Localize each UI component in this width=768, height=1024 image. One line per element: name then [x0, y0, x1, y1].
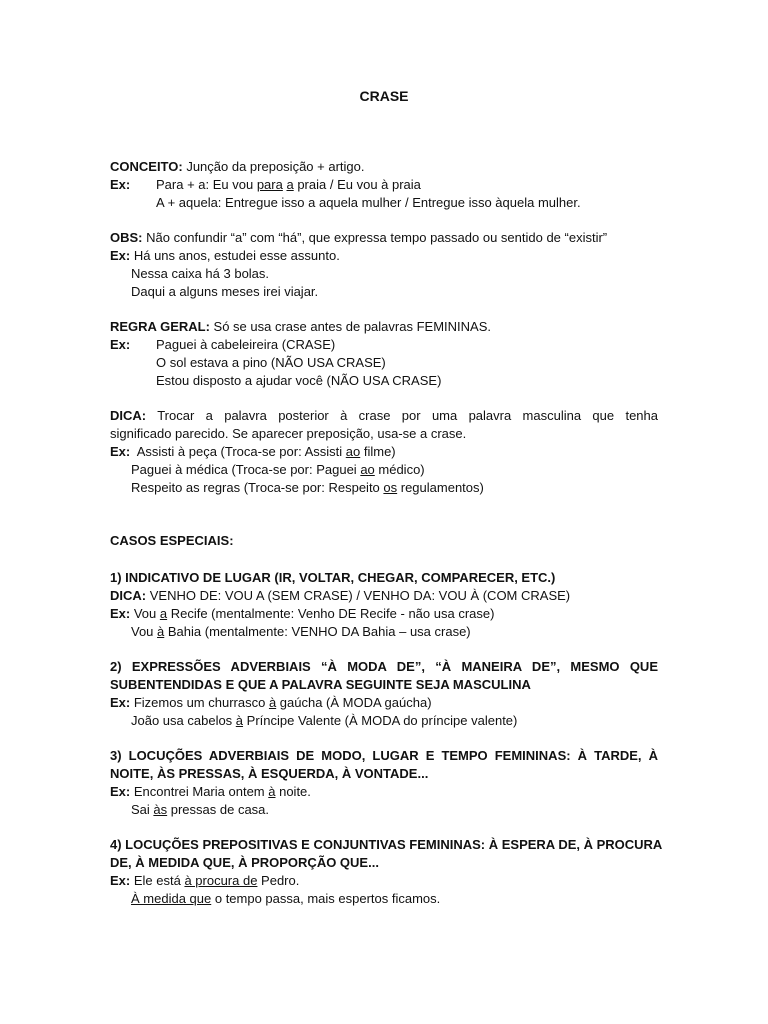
- caso-3-title-2: NOITE, ÀS PRESSAS, À ESQUERDA, À VONTADE...: [110, 766, 429, 781]
- example-text: filme): [360, 444, 396, 459]
- underlined-word: à: [235, 713, 244, 728]
- underlined-word: à: [268, 695, 277, 710]
- example-text: o tempo passa, mais espertos ficamos.: [211, 891, 441, 906]
- example-text: Há uns anos, estudei esse assunto.: [130, 248, 340, 263]
- underlined-word: a: [159, 606, 168, 621]
- example-text: Vou: [130, 606, 160, 621]
- example-text: Pedro.: [257, 873, 300, 888]
- underlined-word: os: [383, 480, 398, 495]
- obs-example-1: [110, 247, 658, 265]
- example-text: médico): [374, 462, 425, 477]
- regra-example-1: [110, 336, 658, 354]
- example-text: praia / Eu vou à praia: [293, 177, 421, 192]
- regra-text: Só se usa crase antes de palavras FEMININAS.: [209, 319, 491, 334]
- spacer: [110, 390, 658, 407]
- caso-3-example-1: [110, 783, 658, 801]
- spacer: [110, 819, 658, 836]
- obs-label: OBS:: [110, 230, 143, 245]
- example-text: Para + a: Eu vou: [156, 177, 257, 192]
- caso-1-example-2: [110, 623, 658, 641]
- dica-line-1: [110, 407, 658, 425]
- conceito-text: Junção da preposição + artigo.: [182, 159, 365, 174]
- example-text: João usa cabelos: [131, 713, 236, 728]
- obs-line: [110, 229, 658, 247]
- example-text: Encontrei Maria ontem: [130, 784, 269, 799]
- caso-2-example-1: [110, 694, 658, 712]
- example-text: Assisti à peça (Troca-se por: Assisti: [130, 444, 346, 459]
- regra-example-2: O sol estava a pino (NÃO USA CRASE): [156, 355, 386, 370]
- caso-2-example-2: [110, 712, 658, 730]
- example-text: regulamentos): [397, 480, 484, 495]
- example-label: Ex:: [110, 606, 131, 621]
- spacer: [110, 301, 658, 318]
- spacer: [110, 212, 658, 229]
- dica-example-3: [110, 479, 658, 497]
- underlined-word: à procura de: [184, 873, 258, 888]
- caso-2-title-1: 2) EXPRESSÕES ADVERBIAIS “À MODA DE”, “À MANEIRA DE”, MESMO QUE: [110, 659, 658, 674]
- underlined-word: à: [157, 624, 165, 639]
- conceito-line: [110, 158, 658, 176]
- page-title: CRASE: [359, 88, 409, 104]
- underlined-word: a: [286, 177, 294, 192]
- example-text: Príncipe Valente (À MODA do príncipe valente): [243, 713, 518, 728]
- underlined-word: ao: [360, 462, 375, 477]
- dica-text: Trocar a palavra posterior à crase por uma palavra masculina que tenha: [146, 408, 658, 423]
- caso-4-title-2: DE, À MEDIDA QUE, À PROPORÇÃO QUE...: [110, 855, 379, 870]
- example-text: Recife (mentalmente: Venho DE Recife - não usa crase): [167, 606, 495, 621]
- caso-4-example-2: [110, 890, 658, 908]
- casos-heading: CASOS ESPECIAIS:: [110, 533, 234, 548]
- example-text: pressas de casa.: [167, 802, 270, 817]
- example-text: Bahia (mentalmente: VENHO DA Bahia – usa crase): [164, 624, 471, 639]
- regra-line: [110, 318, 658, 336]
- dica-example-1: [110, 443, 658, 461]
- underlined-word: às: [153, 802, 168, 817]
- example-label: Ex:: [110, 337, 131, 352]
- dica-label: DICA:: [110, 408, 147, 423]
- caso-3-example-2: [110, 801, 658, 819]
- regra-label: REGRA GERAL:: [110, 319, 210, 334]
- example-text: Paguei à cabeleireira (CRASE): [156, 337, 336, 352]
- underlined-word: À medida que: [131, 891, 212, 906]
- underlined-word: à: [268, 784, 276, 799]
- spacer: [110, 641, 658, 658]
- example-text: Ele está: [130, 873, 185, 888]
- conceito-example-1: [110, 176, 658, 194]
- example-label: Ex:: [110, 444, 131, 459]
- example-text: gaúcha (À MODA gaúcha): [276, 695, 432, 710]
- caso-1-title: 1) INDICATIVO DE LUGAR (IR, VOLTAR, CHEGAR, COMPARECER, ETC.): [110, 570, 556, 585]
- example-text: noite.: [275, 784, 311, 799]
- document-body: [110, 158, 663, 908]
- example-label: Ex:: [110, 248, 131, 263]
- example-text: Paguei à médica (Troca-se por: Paguei: [131, 462, 361, 477]
- regra-example-3: Estou disposto a ajudar você (NÃO USA CRASE): [156, 373, 442, 388]
- spacer: [110, 730, 658, 747]
- underlined-word: ao: [345, 444, 361, 459]
- spacer: [110, 497, 658, 532]
- obs-example-3: Daqui a alguns meses irei viajar.: [131, 284, 319, 299]
- caso-4-example-1: [110, 872, 658, 890]
- dica-text: VENHO DE: VOU A (SEM CRASE) / VENHO DA: VOU À (COM CRASE): [146, 588, 571, 603]
- dica-example-2: [110, 461, 658, 479]
- caso-2-title-2: SUBENTENDIDAS E QUE A PALAVRA SEGUINTE SEJA MASCULINA: [110, 677, 531, 692]
- example-text: Fizemos um churrasco: [130, 695, 269, 710]
- example-label: Ex:: [110, 873, 131, 888]
- caso-4-title-1: 4) LOCUÇÕES PREPOSITIVAS E CONJUNTIVAS FEMININAS: À ESPERA DE, À PROCURA: [110, 837, 663, 852]
- example-text: Respeito as regras (Troca-se por: Respeito: [131, 480, 384, 495]
- caso-3-title-1: 3) LOCUÇÕES ADVERBIAIS DE MODO, LUGAR E TEMPO FEMININAS: À TARDE, À: [110, 748, 658, 763]
- conceito-example-2: A + aquela: Entregue isso a aquela mulher / Entregue isso àquela mulher.: [156, 195, 581, 210]
- example-label: Ex:: [110, 784, 131, 799]
- conceito-label: CONCEITO:: [110, 159, 183, 174]
- spacer: [110, 550, 658, 569]
- underlined-word: para: [256, 177, 283, 192]
- obs-text: Não confundir “a” com “há”, que expressa tempo passado ou sentido de “existir”: [142, 230, 608, 245]
- dica-label: DICA:: [110, 588, 147, 603]
- caso-1-dica: [110, 587, 658, 605]
- obs-example-2: Nessa caixa há 3 bolas.: [131, 266, 270, 281]
- example-label: Ex:: [110, 177, 131, 192]
- caso-1-example-1: [110, 605, 658, 623]
- example-text: Sai: [131, 802, 154, 817]
- dica-line-2: significado parecido. Se aparecer preposição, usa-se a crase.: [110, 426, 467, 441]
- example-label: Ex:: [110, 695, 131, 710]
- example-text: Vou: [131, 624, 158, 639]
